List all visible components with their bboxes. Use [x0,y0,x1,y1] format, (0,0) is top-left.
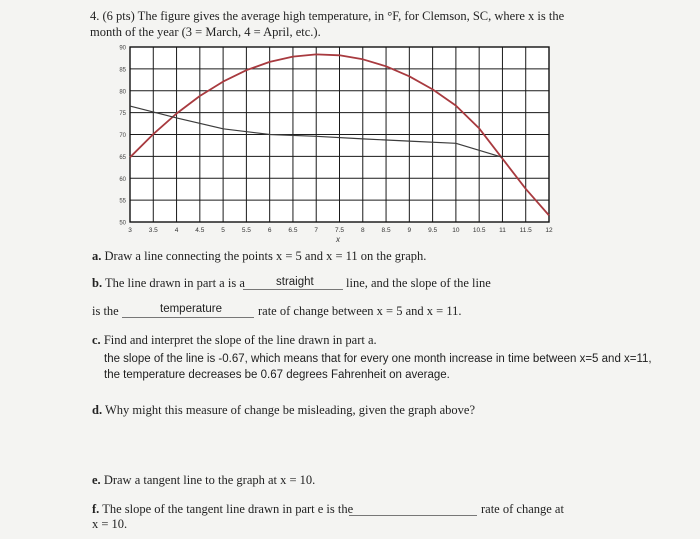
question-f [92,502,353,517]
question-d-label: d. [92,403,103,417]
x-tick-label: 6.5 [288,227,298,234]
answer-blank-3[interactable] [349,515,477,516]
x-tick-label: 5.5 [241,227,251,234]
question-e [92,473,315,488]
x-tick-label: 3.5 [148,227,158,234]
answer-c-line1: the slope of the line is -0.67, which means that for every one month increase in time between x=5 and x=11, [104,353,652,365]
x-tick-label: 9.5 [428,227,438,234]
question-b-text4: rate of change between x = 5 and x = 11. [258,304,462,318]
question-f-label: f. [92,502,100,516]
question-b-line1 [92,276,245,291]
answer-blank-2[interactable] [122,317,254,318]
x-tick-label: 5 [221,227,225,234]
question-b-text2: line, and the slope of the line [346,276,491,290]
x-tick-label: 8.5 [381,227,391,234]
y-tick-label: 55 [119,198,126,205]
question-f-text3: x = 10. [92,517,128,531]
question-a-label: a. [92,249,102,263]
question-header-line2: month of the year (3 = March, 4 = April, etc.). [90,25,321,39]
answer-straight: straight [276,276,314,288]
x-tick-label: 7 [314,227,319,234]
x-tick-label: 11.5 [519,227,532,234]
question-e-text: Draw a tangent line to the graph at x = 10. [103,473,316,487]
x-tick-label: 10.5 [472,227,486,234]
x-tick-label: 7.5 [334,227,345,234]
y-tick-label: 50 [119,220,126,227]
x-tick-label: 12 [545,227,553,234]
question-e-label: e. [92,473,101,487]
y-tick-label: 65 [119,154,126,161]
question-b-label: b. [92,276,103,290]
x-axis-tick-labels [128,227,553,234]
answer-blank-1[interactable] [243,289,343,290]
answer-c-line2: the temperature decreases be 0.67 degrees Fahrenheit on average. [104,369,450,381]
question-c-text: Find and interpret the slope of the line drawn in part a. [103,333,377,347]
x-tick-label: 9 [407,227,412,234]
x-axis-label: x [336,235,340,244]
x-tick-label: 3 [128,227,132,234]
x-tick-label: 4 [174,227,179,234]
x-tick-label: 4.5 [195,227,205,234]
y-tick-label: 80 [119,89,126,96]
question-d [92,403,475,418]
question-b-text3: is the [92,304,119,318]
y-tick-label: 90 [119,45,126,52]
y-axis-tick-labels [119,46,126,227]
x-tick-label: 10 [452,227,460,234]
y-tick-label: 60 [119,176,126,183]
question-header-line1: 4. (6 pts) The figure gives the average high temperature, in °F, for Clemson, SC, where x is the [90,9,565,23]
temperature-chart [0,0,700,250]
x-tick-label: 11 [499,227,506,234]
question-f-text2: rate of change at [481,502,564,516]
question-c-label: c. [92,333,101,347]
question-d-text: Why might this measure of change be misleading, given the graph above? [104,403,476,417]
question-c [92,333,377,348]
question-b-text1: The line drawn in part a is a [104,276,245,290]
x-tick-label: 6 [267,227,272,234]
chart-grid [130,47,549,222]
y-tick-label: 85 [119,67,126,74]
question-a [92,249,426,264]
answer-temperature: temperature [160,303,223,315]
question-a-text: Draw a line connecting the points x = 5 and x = 11 on the graph. [104,249,427,263]
y-tick-label: 70 [119,133,126,139]
question-f-text1: The slope of the tangent line drawn in part e is the [102,502,354,516]
y-tick-label: 75 [119,111,126,118]
x-tick-label: 8 [360,227,365,234]
